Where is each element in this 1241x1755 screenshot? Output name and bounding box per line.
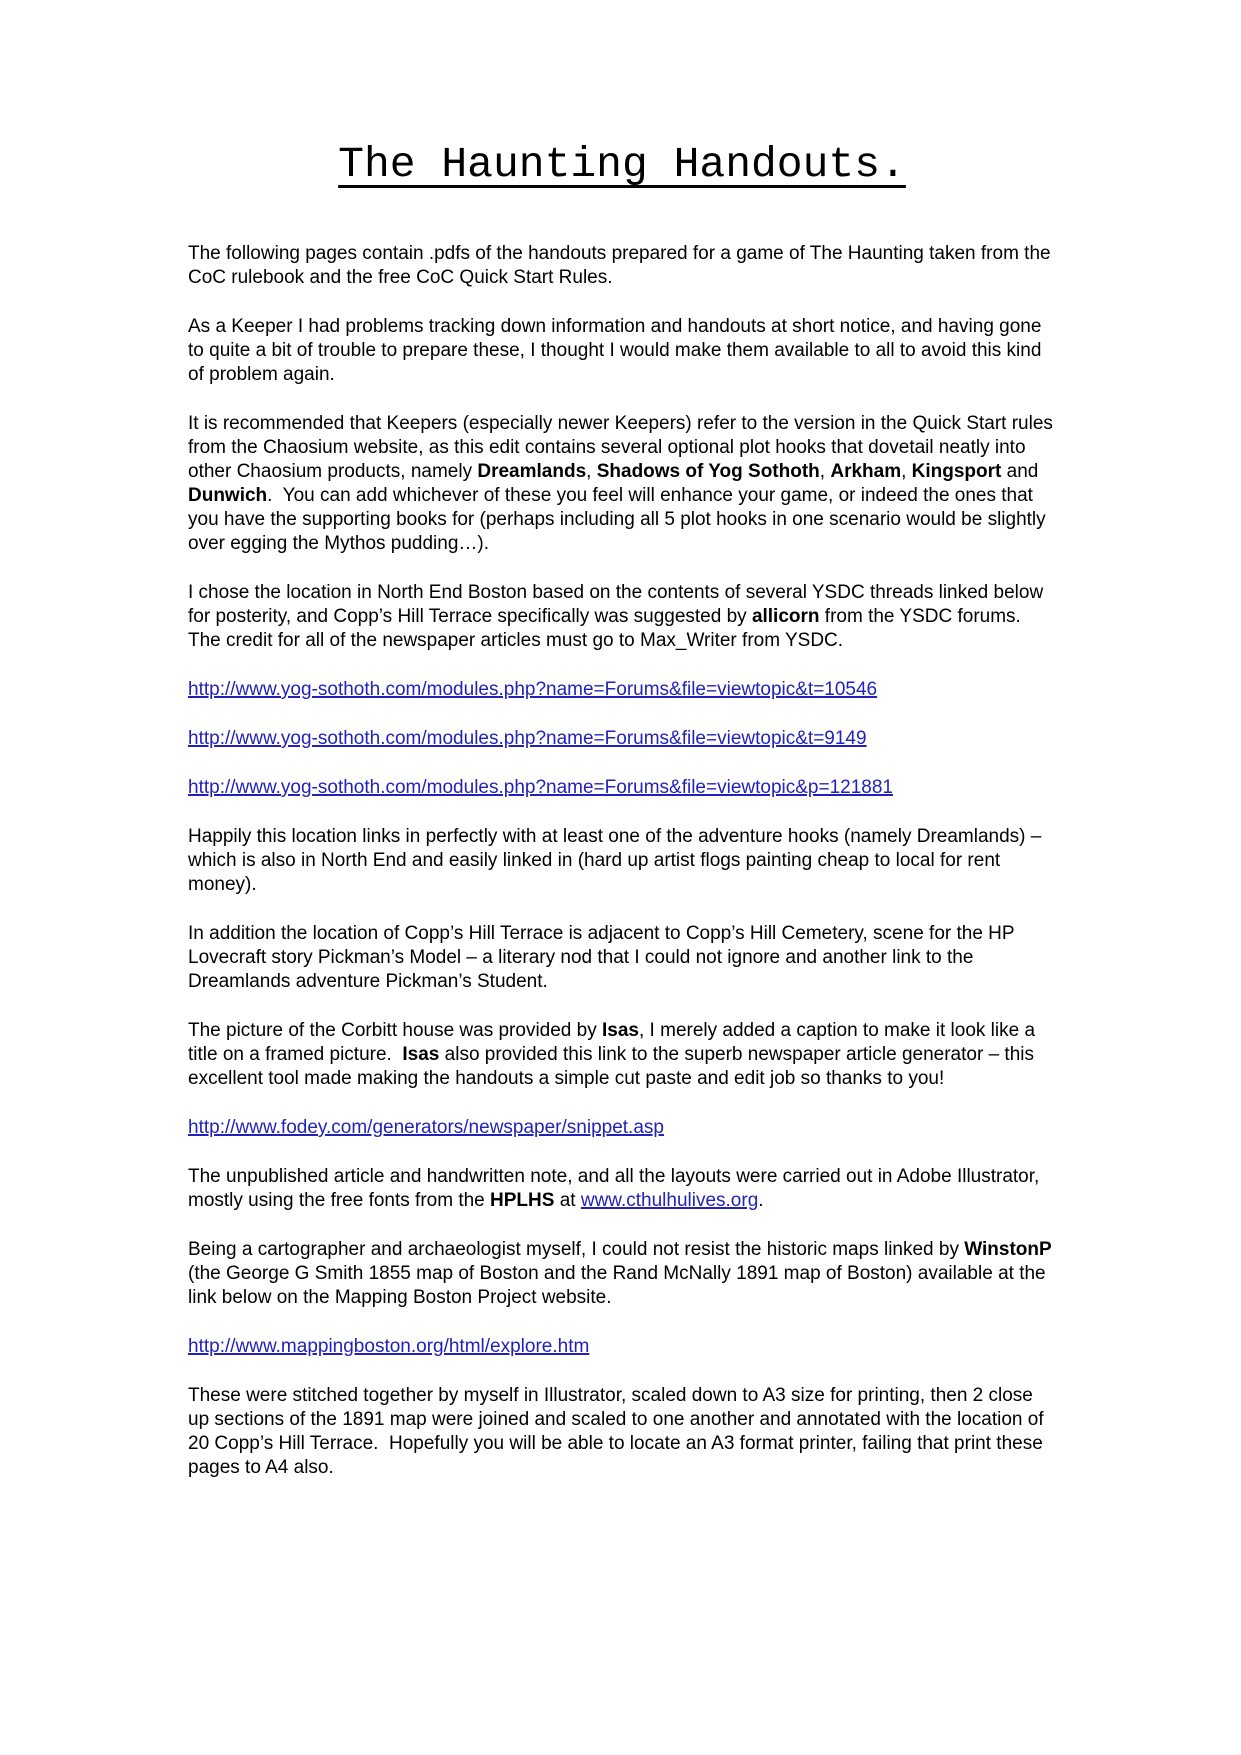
bold-text: HPLHS (490, 1190, 555, 1211)
hyperlink[interactable]: http://www.yog-sothoth.com/modules.php?name=Forums&file=viewtopic&t=10546 (188, 679, 878, 700)
paragraph (188, 1384, 1058, 1480)
bold-text: Dunwich (188, 485, 268, 506)
text-run: As a Keeper I had problems tracking down information and handouts at short notice, and having gone to quite a bit of trouble to prepare these, I thought I would make them available to all to avoid this kind of problem again. (188, 316, 1047, 385)
bold-text: Isas (402, 1044, 440, 1065)
text-run: It is recommended that Keepers (especially newer Keepers) refer to the version in the Quick Start rules from the Chaosium website, as this edit contains several optional plot hooks that dovetail neatly into other Chaosium products, namely (188, 413, 1059, 482)
paragraph (188, 825, 1058, 897)
text-run: In addition the location of Copp’s Hill Terrace is adjacent to Copp’s Hill Cemetery, scene for the HP Lovecraft story Pickman’s Model – a literary nod that I could not ignore and another link to the Dreamlands adventure Pickman’s Student. (188, 923, 1020, 992)
text-run: and (1001, 461, 1044, 482)
paragraph (188, 1019, 1058, 1091)
text-run: from the YSDC forums. The credit for all of the newspaper articles must go to Max_Writer from YSDC. (188, 606, 1032, 651)
text-run: These were stitched together by myself in Illustrator, scaled down to A3 size for printing, then 2 close up sections of the 1891 map were joined and scaled to one another and annotated with the location of 20 Copp’s Hill Terrace. Hopefully you will be able to locate an A3 format printer, failing that print these pages to A4 also. (188, 1385, 1049, 1478)
paragraph (188, 412, 1058, 556)
link-paragraph (188, 1116, 1058, 1140)
link-paragraph (188, 776, 1058, 800)
text-run: (the George G Smith 1855 map of Boston and the Rand McNally 1891 map of Boston) available at the link below on the Mapping Boston Project website. (188, 1239, 1057, 1308)
hyperlink[interactable]: http://www.yog-sothoth.com/modules.php?name=Forums&file=viewtopic&t=9149 (188, 728, 867, 749)
hyperlink[interactable]: www.cthulhulives.org (580, 1190, 759, 1211)
text-run: , I merely added a caption to make it look like a title on a framed picture. (188, 1020, 1041, 1065)
bold-text: Kingsport (911, 461, 1002, 482)
link-paragraph (188, 727, 1058, 751)
text-run: I chose the location in North End Boston based on the contents of several YSDC threads linked below for posterity, and Copp’s Hill Terrace specifically was suggested by (188, 582, 1049, 627)
bold-text: Isas (602, 1020, 639, 1041)
text-run: also provided this link to the superb newspaper article generator – this excellent tool made making the handouts a simple cut paste and edit job so thanks to you! (188, 1044, 1040, 1089)
link-paragraph (188, 678, 1058, 702)
link-paragraph (188, 1335, 1058, 1359)
text-run: Being a cartographer and archaeologist myself, I could not resist the historic maps linked by (188, 1239, 965, 1260)
bold-text: Dreamlands (477, 461, 587, 482)
hyperlink[interactable]: http://www.yog-sothoth.com/modules.php?name=Forums&file=viewtopic&p=121881 (188, 777, 893, 798)
text-run: . You can add whichever of these you feel will enhance your game, or indeed the ones that you have the supporting books for (perhaps including all 5 plot hooks in one scenario would be slightly over egging the Mythos pudding…). (188, 485, 1051, 554)
bold-text: WinstonP (964, 1239, 1052, 1260)
text-run: at (554, 1190, 581, 1211)
bold-text: allicorn (751, 606, 820, 627)
paragraph (188, 1238, 1058, 1310)
text-run: The picture of the Corbitt house was provided by (188, 1020, 603, 1041)
page-title: The Haunting Handouts. (338, 140, 906, 189)
text-run: , (901, 461, 912, 482)
text-run: , (819, 461, 831, 482)
text-run: Happily this location links in perfectly with at least one of the adventure hooks (namely Dreamlands) – which is also in North End and easily linked in (hard up artist flogs painting cheap to local for rent money). (188, 826, 1047, 895)
document-body (188, 242, 1058, 1480)
hyperlink[interactable]: http://www.mappingboston.org/html/explore.htm (188, 1336, 590, 1357)
text-run: , (586, 461, 597, 482)
paragraph (188, 315, 1058, 387)
text-run: The unpublished article and handwritten note, and all the layouts were carried out in Adobe Illustrator, mostly using the free fonts from the (188, 1166, 1045, 1211)
paragraph (188, 1165, 1058, 1213)
bold-text: Shadows of Yog Sothoth (596, 461, 820, 482)
bold-text: Arkham (830, 461, 902, 482)
paragraph (188, 242, 1058, 290)
paragraph (188, 581, 1058, 653)
text-run: . (758, 1190, 764, 1211)
text-run: The following pages contain .pdfs of the handouts prepared for a game of The Haunting taken from the CoC rulebook and the free CoC Quick Start Rules. (188, 243, 1056, 288)
paragraph (188, 922, 1058, 994)
hyperlink[interactable]: http://www.fodey.com/generators/newspaper/snippet.asp (188, 1117, 664, 1138)
